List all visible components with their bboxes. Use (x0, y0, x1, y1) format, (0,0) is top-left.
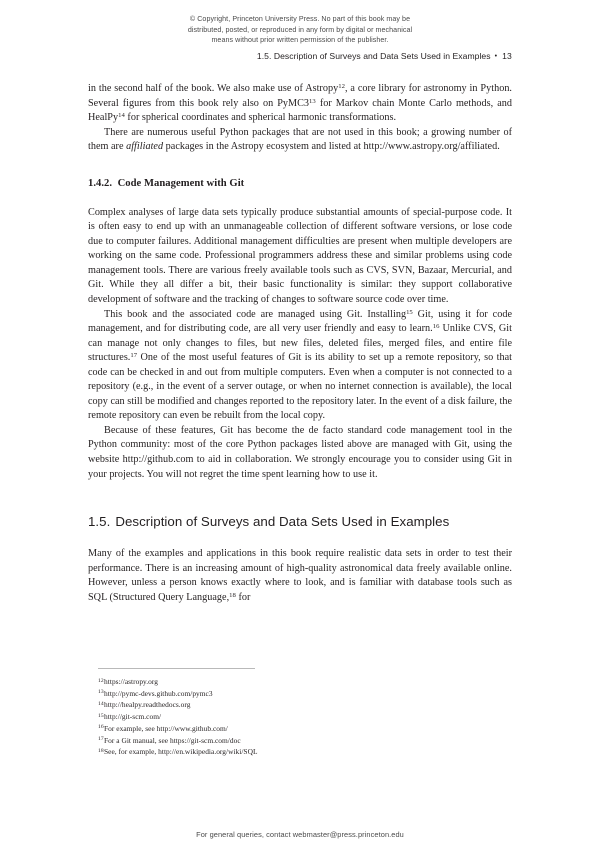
subsection-title: Code Management with Git (117, 177, 245, 189)
section-heading-1-5 (88, 513, 512, 530)
para2-text-b: packages in the Astropy ecosystem and listed at http://www.astropy.org/affiliated. (163, 141, 500, 153)
footnote-ref-16: 16 (432, 323, 440, 331)
page-footer: For general queries, contact webmaster@press.princeton.edu (196, 830, 404, 839)
section-title: Description of Surveys and Data Sets Used in Examples (115, 514, 450, 530)
footnote-marker: 15 (98, 712, 104, 719)
paragraph-code-management: Complex analyses of large data sets typically produce substantial amounts of special-purpose code. It is often easy to end up with an unmanageable collection of different software versions, or lose code due to computer failures. Additional management difficulties are present when multiple developers are working on the same code. Professional programmers address these and similar problems using code management tools. There are various freely available tools such as CVS, SVN, Bazaar, Mercurial, and Git. While they all differ a bit, their basic functionality is similar: they support collaborative development of software and the tracking of changes to software source code over time. (88, 206, 512, 306)
footnote-text: For example, see http://www.github.com/ (104, 723, 228, 733)
footnote-marker: 13 (98, 689, 104, 696)
para6-text-b: for (235, 591, 251, 603)
main-text-block (88, 82, 512, 605)
footnote-marker: 12 (98, 677, 104, 684)
page-number: 13 (502, 51, 512, 61)
paragraph-astropy-affiliated (88, 126, 512, 155)
footnote-text: https://astropy.org (104, 677, 158, 686)
copyright-line-2: distributed, posted, or reproduced in any form by digital or mechanical (187, 25, 413, 34)
para2-text-a: There are numerous useful Python packages that are not used in this book; a growing number of them are (88, 126, 512, 153)
footnote-ref-18: 18 (229, 591, 236, 599)
para4-text-b: Git, using it for code management, and for distributing code, are all very user friendly and easy to learn. (88, 308, 512, 335)
running-head-separator: • (494, 53, 498, 60)
para1-text-a: in the second half of the book. We also make use of Astropy (88, 83, 339, 94)
para4-text-d: One of the most useful features of Git is its ability to set up a remote repository, so that code can be checked in and out from multiple computers. Even when a computer is not connected to a repository (e.g., in the event of a server outage, or when no internet connection is available), the local copy can still be modified and changes reported to the repository later. In the event of a disk failure, the remote repository can even be rebuilt from the local copy. (88, 352, 512, 422)
footnotes-block (88, 668, 512, 758)
para1-text-c: for Markov chain Monte Carlo methods, and HealPy (88, 97, 512, 124)
copyright-line-1: © Copyright, Princeton University Press. No part of this book may be (189, 15, 411, 23)
footnote-ref-17: 17 (130, 352, 138, 360)
running-head (88, 51, 512, 61)
footnote-item (98, 723, 512, 735)
copyright-line-3: means without prior written permission of the publisher. (211, 36, 389, 45)
footnote-item (98, 711, 512, 723)
footnote-text: http://pymc-devs.github.com/pymc3 (104, 688, 213, 698)
footnote-item (98, 688, 512, 700)
paragraph-git-installing (88, 308, 512, 424)
spacer (88, 482, 512, 513)
footnote-text: For a Git manual, see https://git-scm.com/doc (104, 735, 241, 745)
footnote-text: http://healpy.readthedocs.org (104, 700, 191, 710)
spacer (88, 155, 512, 177)
footnote-item (98, 676, 512, 688)
footnote-item (98, 735, 512, 747)
section-number: 1.5. (88, 514, 111, 530)
para2-italic-term: affiliated (126, 141, 164, 153)
paragraph-continuation (88, 82, 512, 126)
footnote-ref-13: 13 (309, 97, 316, 105)
footnote-item (98, 746, 512, 758)
footnote-marker: 18 (98, 747, 104, 754)
footnote-text: http://git-scm.com/ (104, 712, 162, 722)
footnote-ref-12: 12 (338, 83, 345, 90)
footnote-text: See, for example, http://en.wikipedia.org/wiki/SQL (104, 747, 258, 757)
para4-text-a: This book and the associated code are managed using Git. Installing (104, 308, 407, 320)
spacer (88, 191, 512, 206)
para1-text-b: , a core library for astronomy in Python. Several figures from this book rely also on PyMC3 (88, 83, 512, 109)
copyright-notice (0, 14, 600, 46)
paragraph-git-de-facto: Because of these features, Git has become the de facto standard code management tool in the Python community: most of the core Python packages listed above are managed with Git, using the website http://github.com to aid in collaboration. We strongly encourage you to consider using Git in your projects. You will not regret the time spent learning how to use it. (88, 424, 512, 480)
footnote-marker: 14 (98, 701, 104, 708)
footnote-ref-15: 15 (406, 308, 413, 316)
spacer (88, 530, 512, 547)
para4-text-c: Unlike CVS, Git can manage not only changes to files, but new files, deleted files, merged files, and entire file structures. (88, 323, 513, 364)
para6-text-a: Many of the examples and applications in this book require realistic data sets in order to test their performance. There is an increasing amount of high-quality astronomical data freely available online. However, unless a person knows exactly where to look, and is familiar with database tools such as SQL (Structured Query Language, (88, 548, 512, 603)
running-head-title: 1.5. Description of Surveys and Data Sets Used in Examples (256, 51, 491, 61)
footnote-marker: 17 (98, 736, 104, 743)
footnote-ref-14: 14 (118, 112, 125, 120)
paragraph-data-sets-intro (88, 547, 512, 605)
para1-text-d: for spherical coordinates and spherical harmonic transformations. (124, 112, 397, 124)
footnote-separator-rule (98, 668, 255, 669)
subsection-heading-1-4-2 (88, 177, 512, 191)
footnote-item (98, 699, 512, 711)
footnote-list (88, 676, 512, 758)
subsection-number: 1.4.2. (88, 177, 113, 189)
footnote-marker: 16 (98, 724, 104, 731)
